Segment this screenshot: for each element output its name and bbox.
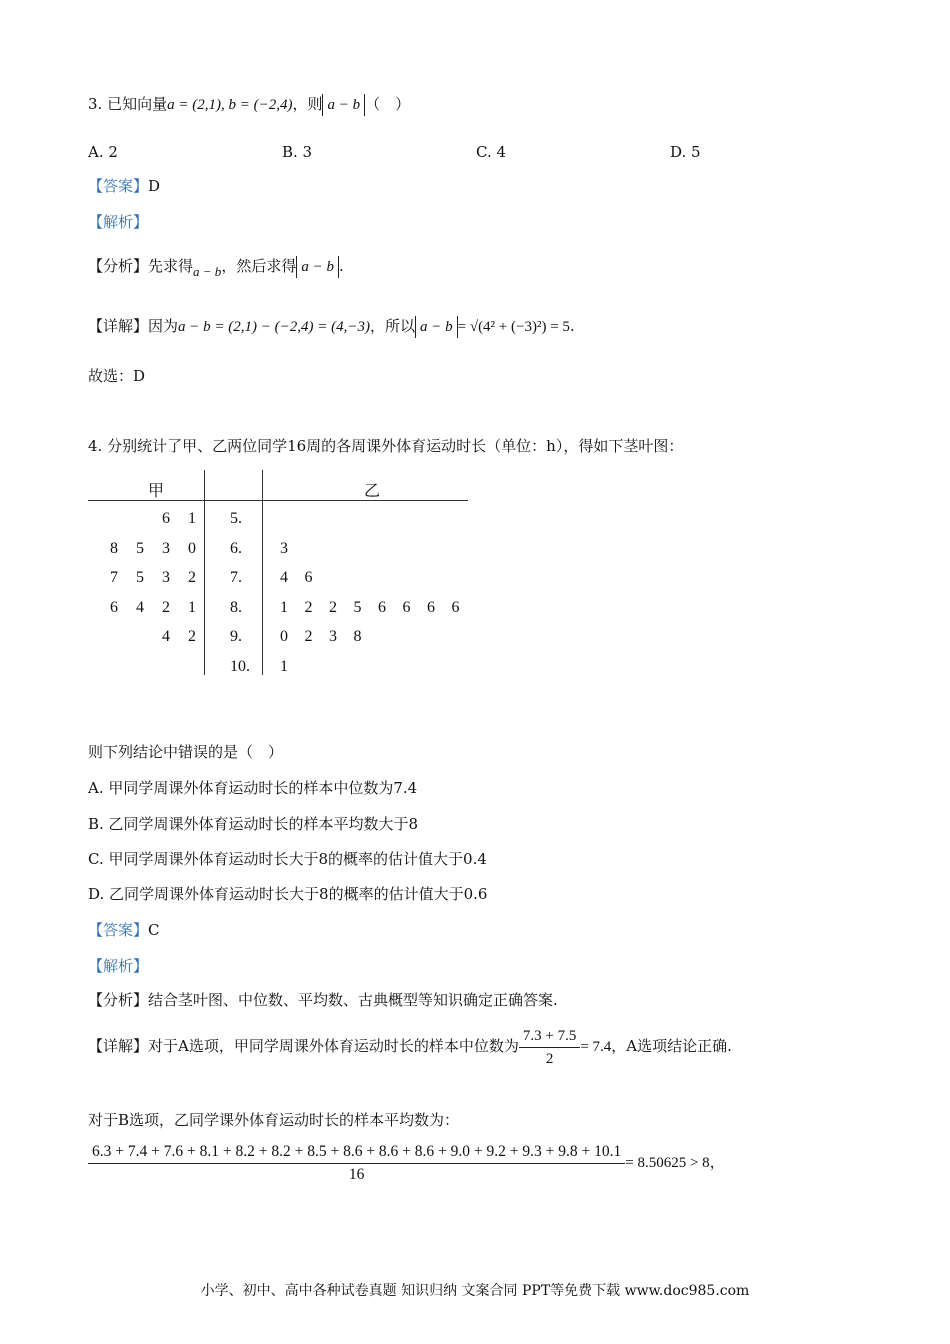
- table-row: [88, 540, 468, 568]
- q4-b-text: 对于B选项，乙同学课外体育运动时长的样本平均数为：: [88, 1111, 460, 1129]
- q4-option-d: D. 乙同学周课外体育运动时长大于8的概率的估计值大于0.6: [88, 885, 488, 903]
- q4-option-a: A. 甲同学周课外体育运动时长的样本中位数为7.4: [88, 779, 418, 797]
- table-row: [88, 599, 468, 627]
- leaf-yi: 1: [280, 657, 288, 675]
- mean-denominator: 16: [348, 1165, 365, 1183]
- q3-abs-expr: a − b: [322, 94, 365, 116]
- q3-detail-text2: ，所以: [369, 317, 415, 335]
- q3-vectors: a = (2,1), b = (−2,4): [167, 97, 293, 113]
- q3-option-a: A. 2: [88, 143, 118, 161]
- stem-value: 9.: [230, 628, 242, 645]
- stem-value: 5.: [230, 510, 242, 527]
- q3-stem-mid: ，则: [292, 95, 323, 113]
- q3-stem-prefix: 3. 已知向量: [88, 95, 168, 113]
- q4-fenxi: [88, 990, 558, 1010]
- q3-option-b: B. 3: [282, 143, 313, 161]
- leaf-yi: 3: [280, 539, 288, 557]
- leaf-jia: 3: [162, 569, 170, 586]
- q3-fenxi-end: .: [338, 257, 344, 275]
- leaf-yi: 2: [304, 598, 313, 616]
- q3-paren: （ ）: [365, 95, 411, 113]
- leaf-yi: 2: [304, 628, 313, 645]
- leaf-yi: 4: [280, 569, 288, 586]
- q3-stem: [88, 94, 410, 116]
- q3-fenxi-abs: a − b: [296, 256, 339, 278]
- leaf-jia: 1: [188, 510, 196, 527]
- q4-fenxi-tag: 【分析】: [88, 991, 149, 1009]
- leaf-jia: 8: [110, 539, 118, 557]
- table-row: [88, 658, 468, 686]
- q3-fenxi-text2: ，然后求得: [221, 257, 297, 275]
- mean-fraction: [88, 1141, 625, 1186]
- q4-answer-tag: 【答案】: [88, 921, 149, 939]
- leaf-yi: 8: [353, 628, 362, 645]
- median-fraction: [519, 1025, 580, 1070]
- mean-result: = 8.50625 > 8: [625, 1155, 710, 1171]
- stem-value: 6.: [230, 539, 242, 557]
- stem-value: 10.: [230, 657, 250, 675]
- leaf-jia: 5: [136, 539, 144, 557]
- leaf-jia: 4: [136, 598, 144, 616]
- leaf-yi: 5: [353, 598, 362, 616]
- q3-fenxi-text1: 先求得: [148, 257, 194, 275]
- q4-detail-tag: 【详解】: [88, 1037, 149, 1055]
- leaf-yi: 6: [451, 598, 460, 616]
- table-row: [88, 569, 468, 597]
- q3-answer: [88, 176, 160, 196]
- leaf-jia: 6: [162, 510, 170, 527]
- q3-fenxi-tag: 【分析】: [88, 257, 149, 275]
- leaf-jia: 2: [188, 569, 196, 586]
- leaf-jia: 5: [136, 569, 144, 586]
- q4-stem: 4. 分别统计了甲、乙两位同学16周的各周课外体育运动时长（单位：h），得如下茎叶图：: [88, 437, 684, 455]
- q3-analysis-tag: 【解析】: [88, 213, 149, 231]
- leaf-yi: 2: [329, 598, 337, 616]
- q3-options: [88, 142, 888, 162]
- leaf-jia: 3: [162, 539, 170, 557]
- leaf-yi: 1: [280, 598, 288, 616]
- q3-detail: [88, 316, 575, 338]
- q3-fenxi-expr: a − b: [193, 264, 222, 279]
- median-result: = 7.4: [580, 1039, 612, 1055]
- q4-answer: [88, 920, 160, 940]
- q3-detail-tag: 【详解】: [88, 317, 149, 335]
- table-header-yi: 乙: [364, 481, 381, 500]
- q3-answer-tag: 【答案】: [88, 177, 149, 195]
- leaf-yi: 3: [329, 628, 337, 645]
- q4-mean-formula: [88, 1138, 725, 1187]
- table-row: [88, 628, 468, 656]
- leaf-jia: 0: [188, 539, 196, 557]
- leaf-jia: 6: [110, 598, 118, 616]
- q4-detail: [88, 1022, 732, 1071]
- q3-answer-value: D: [148, 177, 161, 195]
- q3-detail-text1: 因为: [148, 317, 179, 335]
- q3-detail-result: = √(4² + (−3)²) = 5: [457, 319, 570, 335]
- leaf-jia: 2: [188, 628, 196, 645]
- leaf-jia: 7: [110, 569, 118, 586]
- leaf-jia: 2: [162, 598, 170, 616]
- leaf-jia: 4: [162, 628, 170, 645]
- table-header-rule: [88, 500, 468, 501]
- median-denominator: 2: [545, 1050, 554, 1067]
- page-footer: 小学、初中、高中各种试卷真题 知识归纳 文案合同 PPT等免费下载 www.doc985.com: [200, 1283, 750, 1299]
- q4-analysis-tag: 【解析】: [88, 957, 149, 975]
- leaf-yi: 6: [427, 598, 435, 616]
- q4-option-c: C. 甲同学周课外体育运动时长大于8的概率的估计值大于0.4: [88, 850, 487, 868]
- leaf-yi: 0: [280, 628, 288, 645]
- q3-choose: 故选：D: [88, 367, 146, 385]
- q3-detail-abs: a − b: [415, 316, 458, 338]
- q3-detail-end: .: [569, 317, 575, 335]
- leaf-jia: 1: [188, 598, 196, 616]
- mean-end: ，: [709, 1153, 725, 1171]
- stem-value: 8.: [230, 598, 242, 616]
- table-header-jia: 甲: [148, 481, 165, 500]
- table-row: [88, 510, 468, 538]
- q3-fenxi: [88, 256, 344, 278]
- q4-question: 则下列结论中错误的是（ ）: [88, 743, 284, 761]
- q4-fenxi-text: 结合茎叶图、中位数、平均数、古典概型等知识确定正确答案.: [148, 991, 558, 1009]
- q4-detail-text: 对于A选项，甲同学周课外体育运动时长的样本中位数为: [148, 1037, 519, 1055]
- q4-detail-end: ，A选项结论正确.: [611, 1037, 732, 1055]
- leaf-yi: 6: [402, 598, 411, 616]
- mean-numerator: 6.3 + 7.4 + 7.6 + 8.1 + 8.2 + 8.2 + 8.5 + 8.6 + 8.6 + 8.6 + 9.0 + 9.2 + 9.3 + 9.8 + 10.1: [88, 1141, 625, 1164]
- leaf-yi: 6: [378, 598, 386, 616]
- stem-value: 7.: [230, 569, 242, 586]
- leaf-yi: 6: [304, 569, 313, 586]
- q3-option-c: C. 4: [476, 143, 507, 161]
- median-numerator: 7.3 + 7.5: [519, 1025, 580, 1048]
- q3-option-d: D. 5: [670, 143, 701, 161]
- q4-answer-value: C: [148, 921, 160, 939]
- q3-detail-expr: a − b = (2,1) − (−2,4) = (4,−3): [178, 319, 370, 335]
- stem-leaf-table: [88, 470, 468, 680]
- q4-option-b: B. 乙同学周课外体育运动时长的样本平均数大于8: [88, 815, 419, 833]
